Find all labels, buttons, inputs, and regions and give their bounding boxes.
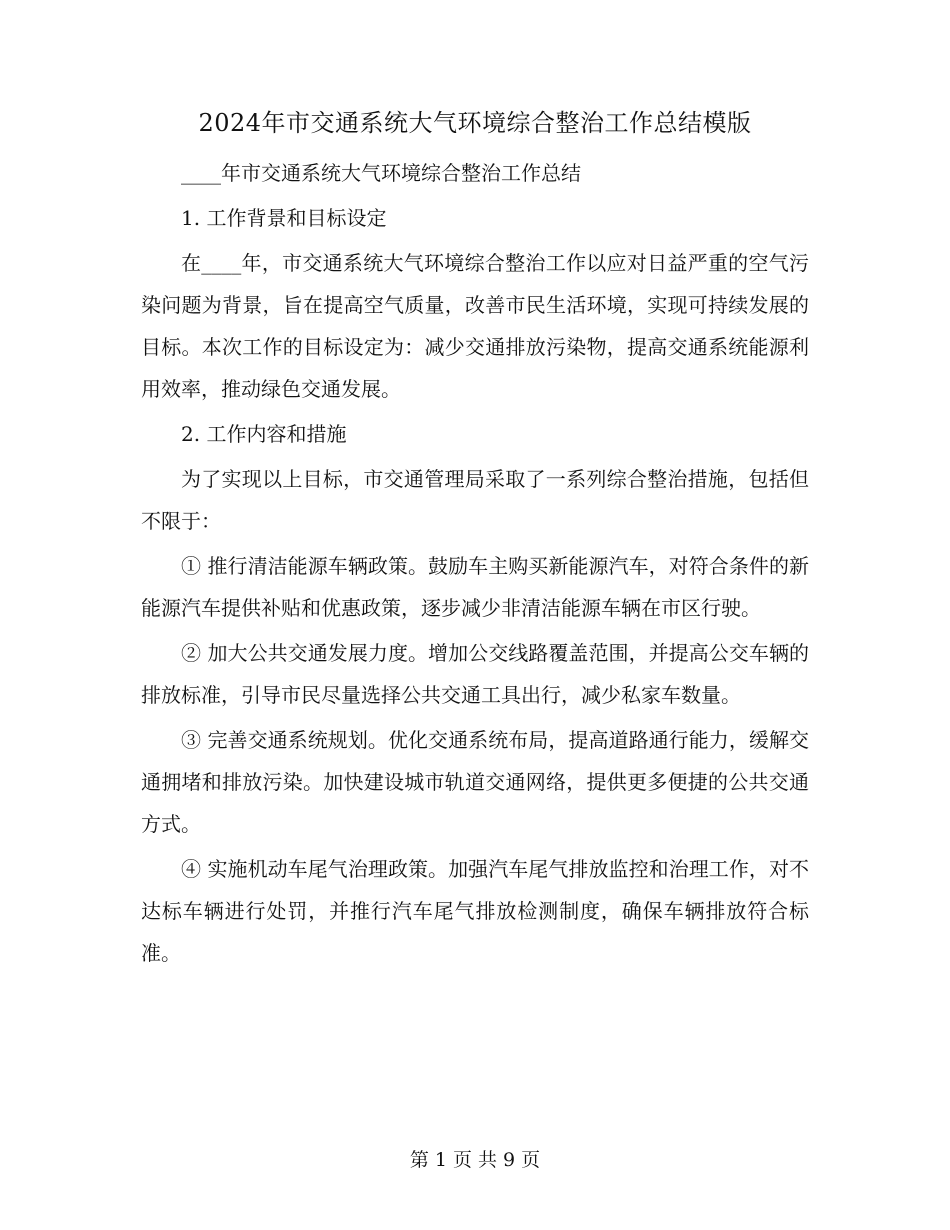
measure-item-3: ③ 完善交通系统规划。优化交通系统布局，提高道路通行能力，缓解交通拥堵和排放污染。加快建设城市轨道交通网络，提供更多便捷的公共交通方式。 (141, 728, 809, 836)
measure-item-1: ① 推行清洁能源车辆政策。鼓励车主购买新能源汽车，对符合条件的新能源汽车提供补贴和优惠政策，逐步减少非清洁能源车辆在市区行驶。 (141, 554, 809, 620)
measure-item-4: ④ 实施机动车尾气治理政策。加强汽车尾气排放监控和治理工作，对不达标车辆进行处罚，并推行汽车尾气排放检测制度，确保车辆排放符合标准。 (141, 857, 809, 965)
page-number-footer: 第 1 页 共 9 页 (409, 1149, 541, 1171)
document-body (141, 102, 809, 974)
background-paragraph: 在____年，市交通系统大气环境综合整治工作以应对日益严重的空气污染问题为背景，旨在提高空气质量，改善市民生活环境，实现可持续发展的目标。本次工作的目标设定为：减少交通排放污染物，提高交通系统能源利用效率，推动绿色交通发展。 (141, 251, 809, 401)
measures-intro-paragraph: 为了实现以上目标，市交通管理局采取了一系列综合整治措施，包括但不限于： (141, 467, 809, 533)
section-heading-1: 1. 工作背景和目标设定 (181, 206, 387, 230)
measure-item-2: ② 加大公共交通发展力度。增加公交线路覆盖范围，并提高公交车辆的排放标准，引导市民尽量选择公共交通工具出行，减少私家车数量。 (141, 641, 809, 707)
section-heading-2: 2. 工作内容和措施 (181, 422, 347, 446)
document-title: 2024年市交通系统大气环境综合整治工作总结模版 (198, 109, 752, 137)
subtitle-paragraph: ____年市交通系统大气环境综合整治工作总结 (181, 161, 581, 185)
